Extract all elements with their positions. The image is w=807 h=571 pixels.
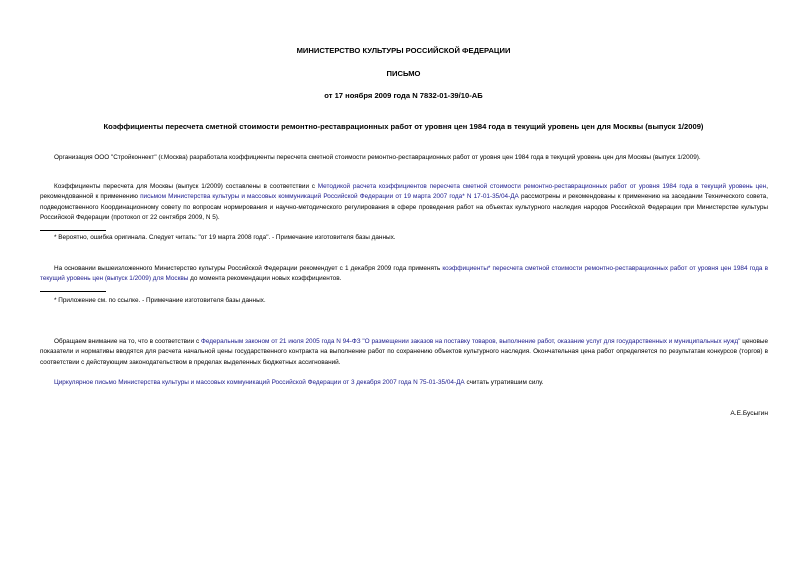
paragraph-2-text-3: рассмотрены и рекомендованы к применению на заседании Технического совета, подведомственного Координационному совету по вопросам нормирования и научно-методического регулирования в сфере проведения работ на объектах культурного наследия народов Российской Федерации при Министерстве культуры Российской Федерации (протокол от 22 сентября 2009, N 5). <box>40 193 768 222</box>
ministry-heading: МИНИСТЕРСТВО КУЛЬТУРЫ РОССИЙСКОЙ ФЕДЕРАЦИИ <box>296 46 511 55</box>
paragraph-2-text-1: Коэффициенты пересчета для Москвы (выпуск 1/2009) составлены в соответствии с <box>54 183 318 190</box>
federal-law-link[interactable]: Федеральным законом от 21 июля 2005 года N 94-ФЗ "О размещении заказов на поставку товаров, выполнение работ, оказание услуг для государственных и муниципальных нужд" <box>200 338 741 345</box>
document-date-number: от 17 ноября 2009 года N 7832-01-39/10-АБ <box>324 91 483 100</box>
paragraph-4-text-2: ценовые показатели и нормативы вводятся для расчета начальной цены государственного контракта на выполнение работ по сохранению объектов культурного наследия. Окончательная цена работ определяется по результатам конкурсов (торгов) в соответствии с действующим законодательством в пределах выделенных бюджетных ассигнований. <box>40 338 768 366</box>
paragraph-5-text-1: считать утратившим силу. <box>464 379 544 386</box>
paragraph-2-text-2: , рекомендованной к применению <box>40 183 768 201</box>
document-subject: Коэффициенты пересчета сметной стоимости ремонтно-реставрационных работ от уровня цен 1984 года в текущий уровень цен для Москвы (выпуск 1/2009) <box>103 122 704 131</box>
paragraph-1: Организация ООО "Стройконнект" (г.Москва) разработала коэффициенты пересчета сметной стоимости ремонтно-реставрационных работ от уровня цен 1984 года в текущий уровень цен для Москвы (выпуск 1/2009). <box>54 154 701 161</box>
paragraph-4 <box>40 337 768 368</box>
footnote-1: * Вероятно, ошибка оригинала. Следует читать: "от 19 марта 2008 года". - Примечание изготовителя базы данных. <box>54 234 396 241</box>
methodology-link[interactable]: Методикой расчета коэффициентов пересчета сметной стоимости ремонтно-реставрационных работ от уровня 1984 года в текущий уровень цен <box>317 183 767 190</box>
paragraph-2 <box>40 182 768 224</box>
paragraph-5 <box>40 378 768 388</box>
paragraph-3 <box>40 264 768 285</box>
document-type: ПИСЬМО <box>386 69 421 78</box>
footnote-2: * Приложение см. по ссылке. - Примечание изготовителя базы данных. <box>54 297 266 304</box>
circular-letter-link[interactable]: Циркулярное письмо Министерства культуры и массовых коммуникаций Российской Федерации от 3 декабря 2007 года N 75-01-35/04-ДА <box>54 379 465 386</box>
paragraph-3-text-1: На основании вышеизложенного Министерство культуры Российской Федерации рекомендует с 1 декабря 2009 года применять <box>54 265 443 272</box>
paragraph-4-text-1: Обращаем внимание на то, что в соответствии с <box>54 338 201 345</box>
footnote-divider-1 <box>40 230 106 231</box>
coefficients-link[interactable]: коэффициенты* пересчета сметной стоимости ремонтно-реставрационных работ от уровня цен 1984 года в текущий уровень цен (выпуск 1/2009) для Москвы <box>40 265 768 283</box>
footnote-divider-2 <box>40 291 106 292</box>
paragraph-3-text-2: до момента рекомендации новых коэффициентов. <box>188 275 342 283</box>
ministry-letter-link[interactable]: письмом Министерства культуры и массовых коммуникаций Российской Федерации от 19 марта 2007 года* N 17-01-35/04-ДА <box>140 193 519 201</box>
signature: А.Е.Бусыгин <box>730 410 768 417</box>
